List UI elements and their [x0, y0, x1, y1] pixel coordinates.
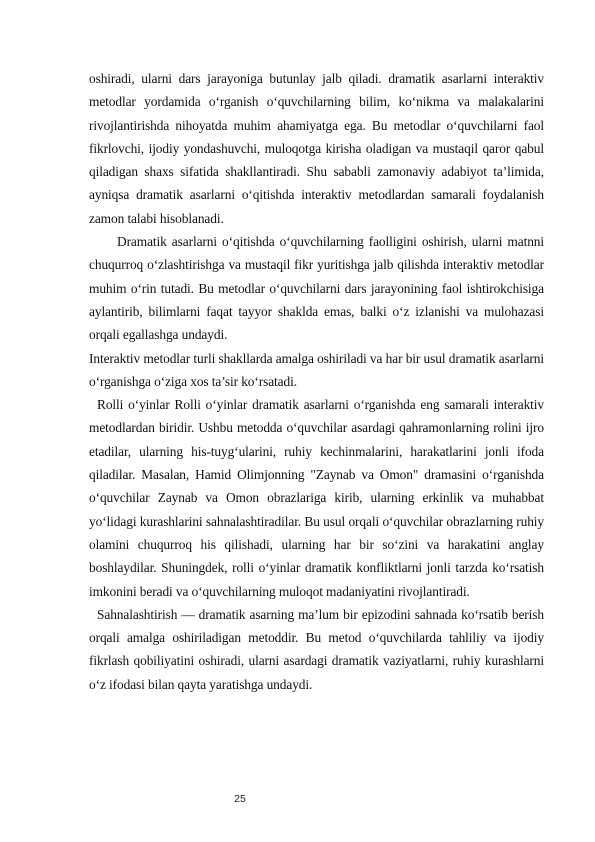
- document-body: [89, 67, 544, 696]
- paragraph-interactive-methods: Dramatik asarlarni o‘qitishda o‘quvchilarning faolligini oshirish, ularni matnni chuqurroq o‘zlashtirishga va mustaqil fikr yuritishga jalb qilishda interaktiv metodlar muhim o‘rin tutadi. Bu metodlar o‘quvchilarni dars jarayonining faol ishtirokchisiga aylantirib, bilimlarni faqat tayyor shaklda emas, balki o‘z izlanishi va mulohazasi orqali egallashga undaydi.: [89, 234, 544, 343]
- paragraph-role-play: Rolli o‘yinlar Rolli o‘yinlar dramatik asarlarni o‘rganishda eng samarali interaktiv metodlardan biridir. Ushbu metodda o‘quvchilar asardagi qahramonlarning rolini ijro etadilar, ularning his-tuyg‘ularini, ruhiy kechinmalarini, harakatlarini jonli ifoda qiladilar. Masalan, Hamid Olimjonning "Zaynab va Omon" dramasini o‘rganishda o‘quvchilar Zaynab va Omon obrazlariga kirib, ularning erkinlik va muhabbat yo‘lidagi kurashlarini sahnalashtiradilar. Bu usul orqali o‘quvchilar obrazlarning ruhiy olamini chuqurroq his qilishadi, ularning har bir so‘zini va harakatini anglay boshlaydilar. Shuningdek, rolli o‘yinlar dramatik konfliktlarni jonli tarzda ko‘rsatish imkonini beradi va o‘quvchilarning muloqot madaniyatini rivojlantiradi.: [89, 397, 544, 599]
- page-number: 25: [234, 793, 246, 805]
- paragraph-staging: Sahnalashtirish — dramatik asarning ma’lum bir epizodini sahnada ko‘rsatib berish orqali amalga oshiriladigan metoddir. Bu metod o‘quvchilarda tahliliy va ijodiy fikrlash qobiliyatini oshiradi, ularni asardagi dramatik vaziyatlarni, ruhiy kurashlarni o‘z ifodasi bilan qayta yaratishga undaydi.: [89, 606, 544, 692]
- paragraph-method-forms: Interaktiv metodlar turli shakllarda amalga oshiriladi va har bir usul dramatik asarlarni o‘rganishga o‘ziga xos ta’sir ko‘rsatadi.: [89, 350, 544, 389]
- paragraph-intro-continuation: oshiradi, ularni dars jarayoniga butunlay jalb qiladi. dramatik asarlarni interaktiv metodlar yordamida o‘rganish o‘quvchilarning bilim, ko‘nikma va malakalarini rivojlantirishda nihoyatda muhim ahamiyatga ega. Bu metodlar o‘quvchilarni faol fikrlovchi, ijodiy yondashuvchi, muloqotga kirisha oladigan va mustaqil qaror qabul qiladigan shaxs sifatida shakllantiradi. Shu sababli zamonaviy adabiyot ta’limida, ayniqsa dramatik asarlarni o‘qitishda interaktiv metodlardan samarali foydalanish zamon talabi hisoblanadi.: [89, 71, 544, 226]
